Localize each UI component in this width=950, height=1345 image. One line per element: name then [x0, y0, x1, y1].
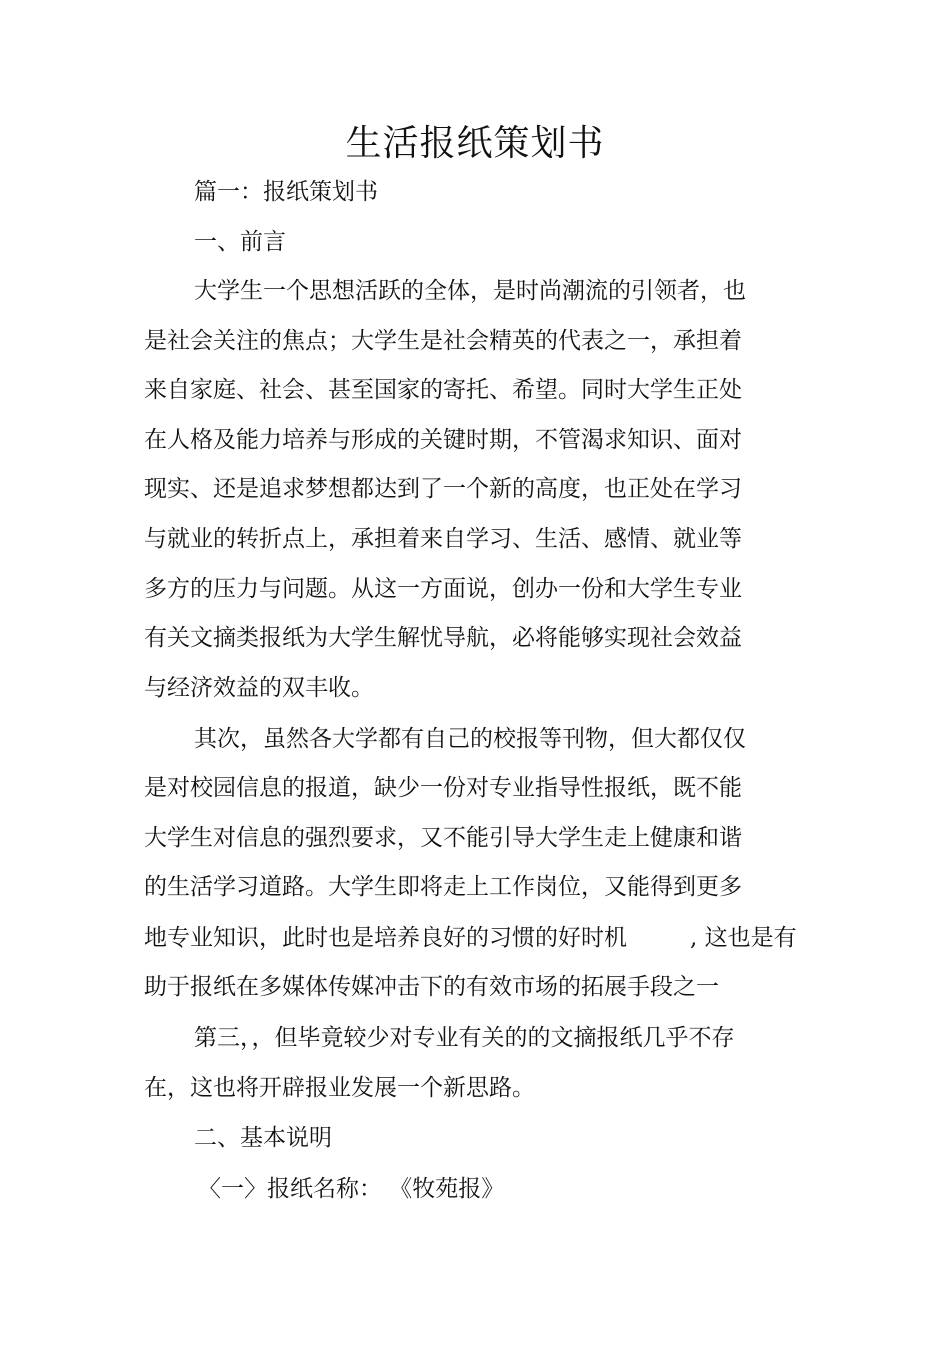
- paragraph-1-line-1: 大学生一个思想活跃的全体，是时尚潮流的引领者，也: [194, 278, 746, 304]
- paragraph-1-line-5: 现实、还是追求梦想都达到了一个新的高度，也正处在学习: [144, 476, 742, 502]
- paragraph-1-line-3: 来自家庭、社会、甚至国家的寄托、希望。同时大学生正处: [144, 377, 742, 403]
- paragraph-2-line-3: 大学生对信息的强烈要求，又不能引导大学生走上健康和谐: [144, 825, 742, 851]
- paragraph-1-line-7: 多方的压力与问题。从这一方面说，创办一份和大学生专业: [144, 576, 742, 602]
- section-heading-preface: 一、前言: [194, 229, 286, 255]
- heading-chapter-1: 篇一：报纸策划书: [194, 179, 378, 205]
- paragraph-2-line-4: 的生活学习道路。大学生即将走上工作岗位，又能得到更多: [144, 874, 742, 900]
- paragraph-1-line-4: 在人格及能力培养与形成的关键时期，不管渴求知识、面对: [144, 427, 742, 453]
- paragraph-1-line-8: 有关文摘类报纸为大学生解忧导航，必将能够实现社会效益: [144, 625, 742, 651]
- paragraph-2-line-6: 助于报纸在多媒体传媒冲击下的有效市场的拓展手段之一: [144, 974, 719, 1000]
- document-title: 生活报纸策划书: [345, 123, 605, 164]
- paragraph-2-line-2: 是对校园信息的报道，缺少一份对专业指导性报纸，既不能: [144, 775, 742, 801]
- paragraph-2-line-1: 其次，虽然各大学都有自己的校报等刊物，但大都仅仅: [194, 726, 746, 752]
- section-heading-basic-info: 二、基本说明: [194, 1125, 332, 1151]
- paragraph-1-line-9: 与经济效益的双丰收。: [144, 675, 374, 701]
- paragraph-2-line-5-right: , 这也是有: [690, 925, 797, 951]
- paragraph-3-line-2: 在，这也将开辟报业发展一个新思路。: [144, 1075, 535, 1101]
- paragraph-2-line-5-left: 地专业知识，此时也是培养良好的习惯的好时机: [144, 925, 627, 951]
- paragraph-1-line-6: 与就业的转折点上，承担着来自学习、生活、感情、就业等: [144, 526, 742, 552]
- paragraph-1-line-2: 是社会关注的焦点；大学生是社会精英的代表之一，承担着: [144, 328, 742, 354]
- paragraph-3-line-1: 第三，，但毕竟较少对专业有关的的文摘报纸几乎不存: [194, 1025, 735, 1051]
- item-newspaper-name: 〈一〉报纸名称： 《牧苑报》: [198, 1176, 505, 1202]
